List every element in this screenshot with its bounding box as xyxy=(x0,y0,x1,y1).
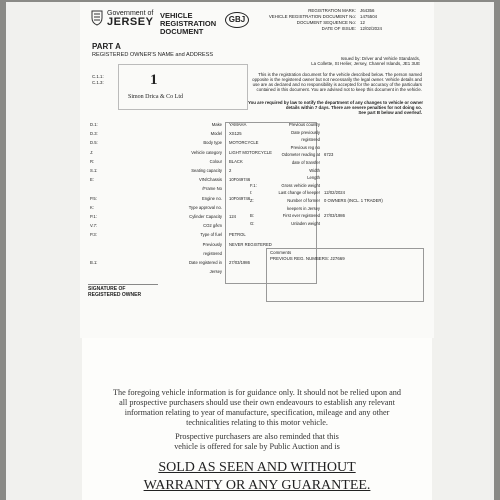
registration-document xyxy=(80,2,434,338)
comments-label: Comments xyxy=(270,250,292,255)
jersey-crest-icon xyxy=(91,10,103,26)
notice-line-4: contained in this document. You are advised not to keep this document in the vehicle. xyxy=(256,87,422,92)
vehicle-field-value: XS125 xyxy=(229,131,242,137)
vehicle-field-label: Number of former xyxy=(287,198,320,203)
required-line-2: details within 7 days. There are severe penalties for not doing so. xyxy=(285,105,422,110)
vehicle-field-value: 12/02/2024 xyxy=(324,190,345,196)
vehicle-field-label: Gross vehicle weight xyxy=(281,182,320,188)
logo-line-2: JERSEY xyxy=(107,16,154,28)
gbj-badge: GBJ xyxy=(225,12,249,28)
notice-line-2: opposite is the registered owner but not necessarily the legal owner. Vehicle details and xyxy=(252,77,422,82)
document-title xyxy=(160,12,216,36)
vehicle-field-code: K: xyxy=(90,204,94,210)
vehicle-field-label: Colour xyxy=(209,158,222,164)
vehicle-field-code: V.7: xyxy=(90,223,98,229)
vehicle-field-label: Unladen weight xyxy=(291,220,320,226)
vehicle-field-label: keepers in Jersey xyxy=(287,205,320,211)
vehicle-field-code: D.1: xyxy=(90,122,98,127)
title-line-2: REGISTRATION xyxy=(160,19,217,28)
notice-p1-line-4: technicalities relating to this motor vehicle. xyxy=(186,418,328,427)
logo-line-1: Government of xyxy=(107,10,154,17)
vehicle-field-label: VIN/Chassis xyxy=(198,177,222,183)
vehicle-field-label: Seating capacity xyxy=(191,168,222,173)
part-a-subheading: REGISTERED OWNER'S NAME and ADDRESS xyxy=(92,52,214,58)
vehicle-field-code: B.1: xyxy=(90,260,98,265)
doc-number-label: VEHICLE REGISTRATION DOCUMENT No: xyxy=(268,14,356,19)
vehicle-field-label: Length xyxy=(307,175,320,181)
issued-by: Issued by: Driver and Vehicle Standards, xyxy=(340,56,420,61)
vehicle-field-label: Make xyxy=(211,122,222,127)
notice-p2-line-1: Prospective purchasers are also reminded that this xyxy=(175,432,339,441)
vehicle-field-value: LIGHT MOTORCYCLE xyxy=(229,149,272,155)
vehicle-field-value: 27/03/1986 xyxy=(229,260,250,265)
notice-line-3: use are as declared and no responsibility is accepted for the accuracy of the particulars xyxy=(252,82,422,87)
code-c11: C.1.1: xyxy=(92,74,104,79)
notice-paragraph-1 xyxy=(82,388,432,428)
vehicle-field-label: date of transfer xyxy=(291,160,320,165)
auction-notice xyxy=(82,338,432,500)
vehicle-field-code: F.1: xyxy=(250,182,257,188)
doc-sequence-label: DOCUMENT SEQUENCE No: xyxy=(296,20,356,25)
notice-paragraph-2 xyxy=(82,432,432,452)
vehicle-field-value: PETROL xyxy=(229,232,246,238)
vehicle-field-value: 6723 xyxy=(324,152,334,158)
sold-as-seen-line-1: SOLD AS SEEN AND WITHOUT xyxy=(158,460,356,475)
vehicle-field-label: Previously xyxy=(202,241,222,247)
date-of-issue-value: 12/02/2024 xyxy=(360,26,382,31)
doc-sequence-value: 12 xyxy=(360,20,365,25)
vehicle-field-value: 10F049746 xyxy=(229,177,251,183)
vehicle-field-code: Z: xyxy=(250,198,254,203)
doc-number-value: 1475504 xyxy=(360,14,378,19)
signature-label-2: REGISTERED OWNER xyxy=(88,292,142,298)
owner-address-box xyxy=(118,64,248,110)
vehicle-field-label: Width xyxy=(309,167,320,173)
vehicle-field-value: YAMAHA xyxy=(229,122,247,127)
reg-mark-value: J64356 xyxy=(360,8,375,13)
notice-p1-line-3: information relating to year of manufacture, specification, mileage and any other xyxy=(124,408,390,417)
sold-as-seen-line-2: WARRANTY OR ANY GUARANTEE. xyxy=(143,478,371,493)
date-of-issue-label: DATE OF ISSUE: xyxy=(321,26,356,31)
vehicle-field-code: J: xyxy=(90,149,94,155)
vehicle-field-code: P.5: xyxy=(90,195,97,201)
vehicle-field-code: G: xyxy=(250,220,255,226)
vehicle-field-label: Previous country xyxy=(288,122,320,127)
vehicle-field-value: 0 OWNERS (INCL. 1 TRADER) xyxy=(324,198,383,203)
vehicle-field-label: Cylinder Capacity xyxy=(189,214,222,219)
vehicle-field-label: registered xyxy=(301,137,320,143)
vehicle-field-label: Body type xyxy=(203,140,222,146)
vehicle-field-label: Date registered in xyxy=(188,260,222,265)
vehicle-field-code: P.3: xyxy=(90,232,97,238)
vehicle-field-value: BLACK xyxy=(229,158,243,164)
legal-requirement xyxy=(248,100,422,115)
vehicle-field-label: Last change of keeper xyxy=(278,190,320,196)
part-a-heading: PART A xyxy=(92,42,121,51)
vehicle-field-value: 2 xyxy=(229,168,232,173)
vehicle-field-label: CO2 g/km xyxy=(203,223,222,229)
vehicle-field-label: Type approval no. xyxy=(188,204,222,210)
vehicle-field-value: 27/03/1986 xyxy=(324,213,345,219)
issued-address: La Collette, St Helier, Jersey, Channel Islands, JE1 3UE xyxy=(311,61,420,66)
vehicle-field-code: I: xyxy=(250,190,253,196)
code-c13: C.1.3: xyxy=(92,80,104,85)
government-logo xyxy=(107,10,153,26)
vehicle-field-label: /Frame No xyxy=(202,186,222,192)
required-line-1: You are required by law to notify the department of any changes to vehicle or owner xyxy=(248,100,424,105)
reg-mark-label: REGISTRATION MARK: xyxy=(308,8,356,13)
vehicle-field-label: Vehicle category xyxy=(191,149,222,155)
registration-notice xyxy=(248,72,422,92)
vehicle-field-code: E: xyxy=(90,177,94,183)
owner-name: Simon Drica & Co Ltd xyxy=(128,94,183,100)
notice-p2-line-2: vehicle is offered for sale by Public Auction and is xyxy=(174,442,340,451)
vehicle-field-value: 124 xyxy=(229,214,236,219)
vehicle-field-value: 10F049746 xyxy=(229,195,251,201)
vehicle-field-code: D.3: xyxy=(90,131,98,137)
vehicle-field-label: Type of fuel xyxy=(200,232,222,238)
owner-number: 1 xyxy=(150,72,158,88)
vehicle-field-code: B: xyxy=(250,213,254,219)
vehicle-field-label: Date previously xyxy=(291,129,320,135)
title-line-1: VEHICLE xyxy=(160,11,193,20)
vehicle-field-label: Engine no. xyxy=(201,195,222,201)
vehicle-field-label: First ever registered xyxy=(282,213,320,219)
title-line-3: DOCUMENT xyxy=(160,27,204,36)
vehicle-field-label: Previous reg no xyxy=(290,144,320,150)
vehicle-field-code: R: xyxy=(90,158,95,164)
notice-p1-line-1: The foregoing vehicle information is for guidance only. It should not be relied upon and xyxy=(112,388,401,397)
vehicle-field-label: Jersey xyxy=(209,269,222,275)
vehicle-field-value: MOTORCYCLE xyxy=(229,140,259,146)
vehicle-field-code: D.5: xyxy=(90,140,98,146)
see-part-b: See part B below and overleaf. xyxy=(358,110,422,115)
comments-value: PREVIOUS REG. NUMBERS: J27669 xyxy=(270,256,345,261)
vehicle-field-label: Odometer reading at xyxy=(281,152,320,158)
vehicle-field-value: NEVER REGISTERED xyxy=(229,241,272,247)
signature-rule xyxy=(88,284,158,285)
vehicle-field-code: P.1: xyxy=(90,214,97,219)
vehicle-field-label: Model xyxy=(210,131,222,137)
notice-p1-line-2: all prospective purchasers should use their own endeavours to establish any relevant xyxy=(119,398,395,407)
notice-line-1: This is the registration document for the vehicle described below. The person named xyxy=(258,72,422,77)
signature-label-1: SIGNATURE OF xyxy=(88,286,126,292)
vehicle-field-label: registered xyxy=(203,250,222,256)
vehicle-field-code: S.1: xyxy=(90,168,98,173)
